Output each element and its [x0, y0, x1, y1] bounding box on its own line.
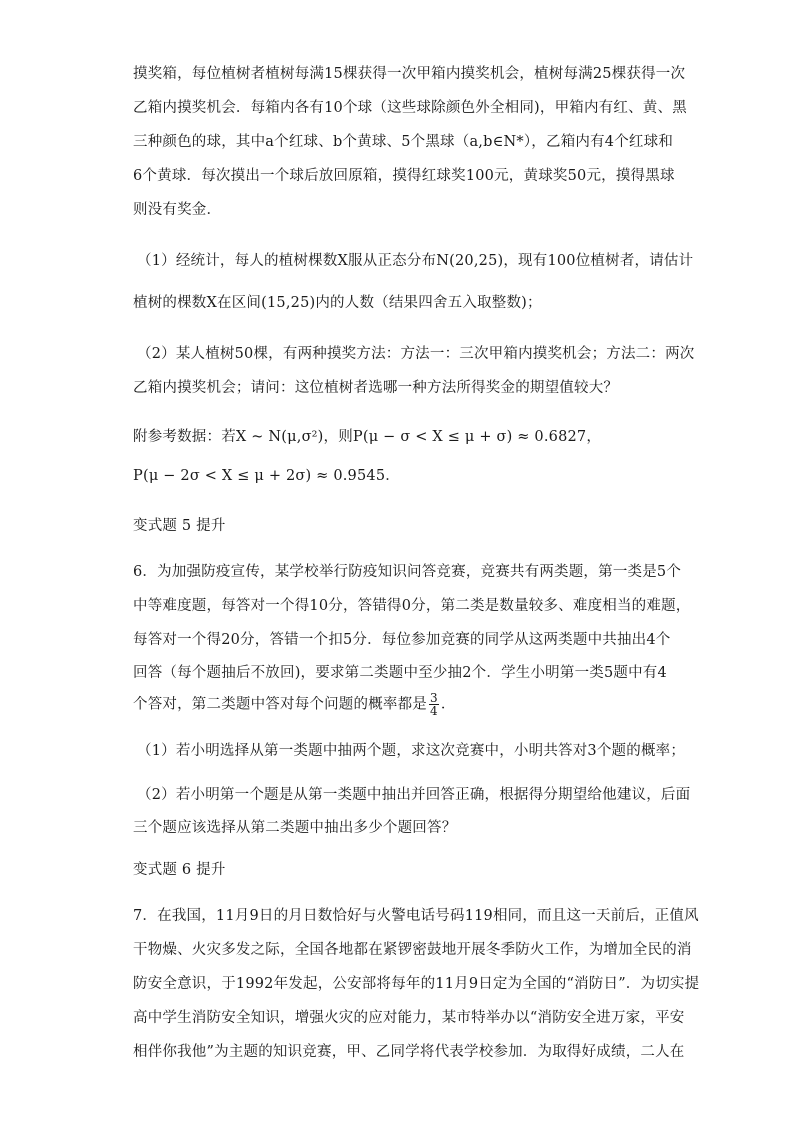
text-line: 回答（每个题抽后不放回)，要求第二类题中至少抽2个．学生小明第一类5题中有4: [133, 665, 667, 681]
text-line: 乙箱内摸奖机会；请问：这位植树者选哪一种方法所得奖金的期望值较大？: [133, 380, 619, 396]
reference-data: 附参考数据：若X ~ N(μ,σ²)，则P(μ − σ < X ≤ μ + σ) ≈ 0.6827，: [133, 429, 602, 445]
question-part-2: （2）某人植树50棵，有两种摸奖方法：方法一：三次甲箱内摸奖机会；方法二：两次: [137, 346, 695, 362]
text-line: 高中学生消防安全知识，增强火灾的应对能力，某市特举办以“消防安全进万家，平安: [133, 1010, 685, 1026]
text-line: 6个黄球．每次摸出一个球后放回原箱，摸得红球奖100元，黄球奖50元，摸得黑球: [133, 168, 675, 184]
text-line: 三种颜色的球，其中a个红球、b个黄球、5个黑球（a,b∈N*），乙箱内有4个红球和: [133, 134, 674, 150]
text-segment: ．: [440, 696, 456, 713]
question-part-1: （1）经统计，每人的植树棵数X服从正态分布N(20,25)，现有100位植树者，请估计: [137, 253, 694, 269]
fraction-numerator: 3: [430, 691, 438, 705]
text-line: 防安全意识，于1992年发起，公安部将每年的11月9日定为全国的“消防日”．为切实提: [133, 976, 700, 992]
reference-data: P(μ − 2σ < X ≤ μ + 2σ) ≈ 0.9545．: [133, 468, 400, 484]
text-line: 则没有奖金．: [133, 202, 222, 218]
fraction-denominator: 4: [430, 704, 438, 718]
text-segment: 个答对，第二类题中答对每个问题的概率都是: [133, 696, 427, 713]
question-8-start: 7．在我国，11月9日的月日数恰好与火警电话号码119相同，而且这一天前后，正值风: [133, 908, 699, 924]
text-line: 每答对一个得20分，答错一个扣5分．每位参加竞赛的同学从这两类题中共抽出4个: [133, 632, 671, 648]
text-line: 植树的棵数X在区间(15,25)内的人数（结果四舍五入取整数)；: [133, 295, 542, 311]
text-line: 摸奖箱，每位植树者植树每满15棵获得一次甲箱内摸奖机会，植树每满25棵获得一次: [133, 66, 686, 82]
section-heading: 变式题 5 提升: [133, 518, 226, 534]
text-line: 三个题应该选择从第二类题中抽出多少个题回答？: [133, 820, 457, 836]
text-line: 乙箱内摸奖机会．每箱内各有10个球（这些球除颜色外全相同)，甲箱内有红、黄、黑: [133, 100, 687, 116]
text-line: 中等难度题，每答对一个得10分，答错得0分，第二类是数量较多、难度相当的难题，: [133, 598, 691, 614]
question-part-2: （2）若小明第一个题是从第一类题中抽出并回答正确，根据得分期望给他建议，后面: [137, 787, 691, 803]
question-part-1: （1）若小明选择从第一类题中抽两个题，求这次竞赛中，小明共答对3个题的概率；: [137, 743, 686, 759]
fraction: [429, 692, 439, 717]
text-line: [133, 692, 456, 717]
question-7-start: 6．为加强防疫宣传，某学校举行防疫知识问答竞赛，竞赛共有两类题，第一类是5个: [133, 564, 682, 580]
text-line: 干物燥、火灾多发之际，全国各地都在紧锣密鼓地开展冬季防火工作，为增加全民的消: [133, 942, 692, 958]
section-heading: 变式题 6 提升: [133, 862, 226, 878]
text-line: 相伴你我他”为主题的知识竞赛，甲、乙同学将代表学校参加．为取得好成绩，二人在: [133, 1044, 685, 1060]
